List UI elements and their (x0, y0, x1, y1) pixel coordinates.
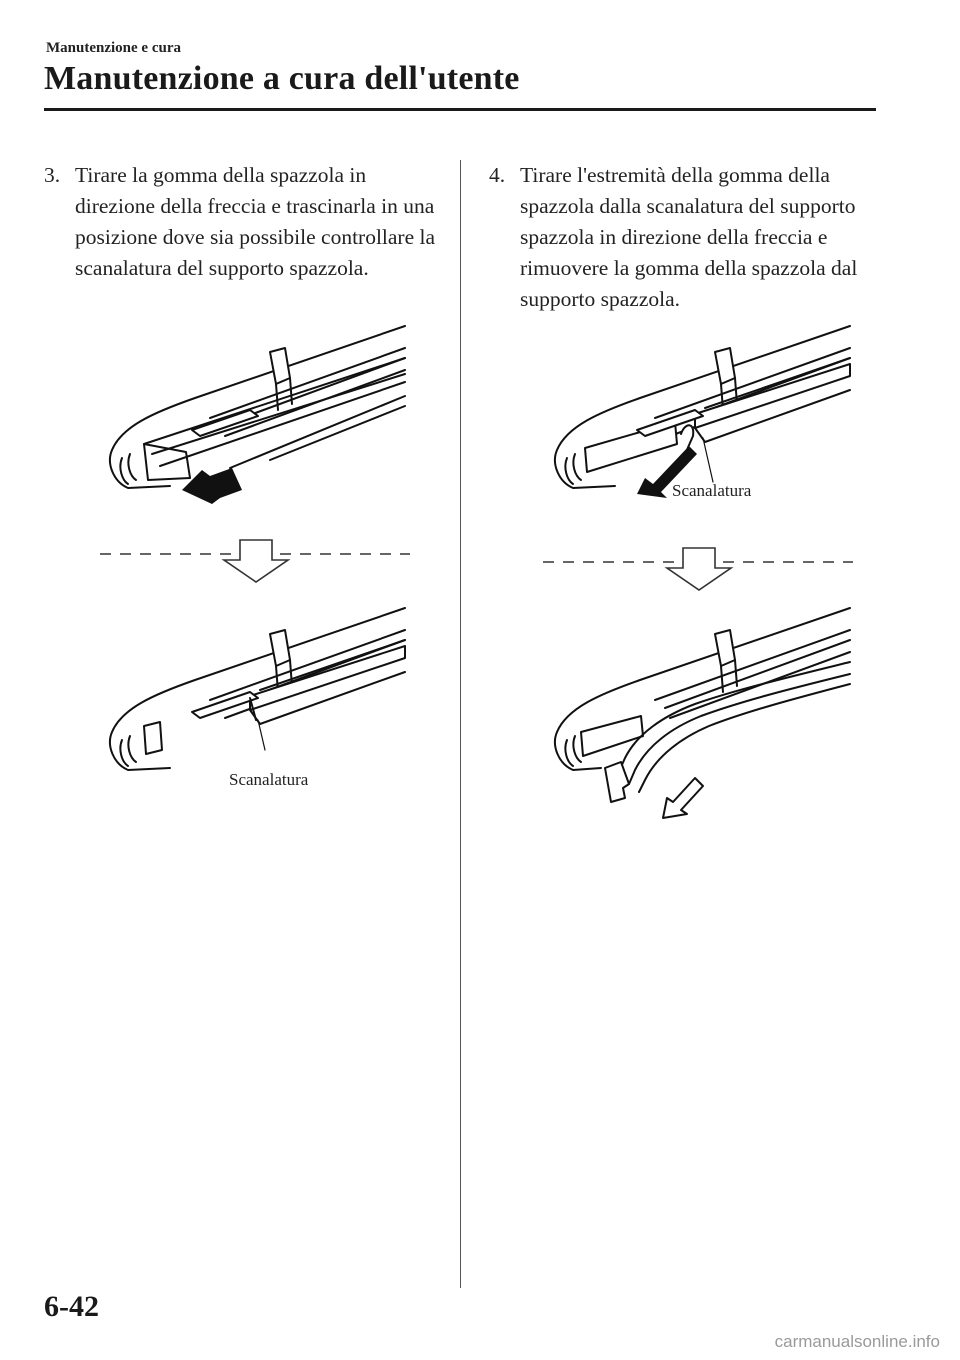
step-text: Tirare la gomma della spazzola in direzione della freccia e trascinarla in una posizione dove sia possibile controllare la scanalatura del supporto spazzola. (75, 163, 436, 280)
column-divider (460, 160, 461, 1288)
transition-arrow (100, 538, 410, 588)
transition-arrow (543, 546, 853, 596)
groove-callout: Scanalatura (229, 770, 309, 789)
wiper-figure-step3-after (100, 600, 420, 790)
step-3 (44, 160, 440, 284)
step-4 (489, 160, 881, 315)
wiper-figure-step4-before (545, 318, 865, 508)
step-number: 3. (44, 163, 61, 187)
step-number: 4. (489, 163, 506, 187)
groove-callout: Scanalatura (672, 481, 752, 500)
wiper-figure-step4-after (545, 600, 865, 822)
page-number: 6-42 (44, 1290, 99, 1323)
step-text: Tirare l'estremità della gomma della spazzola dalla scanalatura del supporto spazzola in direzione della freccia e rimuovere la gomma della spazzola dal supporto spazzola. (520, 163, 858, 311)
watermark: carmanualsonline.info (774, 1332, 940, 1351)
page-title: Manutenzione a cura dell'utente (44, 60, 520, 97)
section-label: Manutenzione e cura (46, 40, 181, 56)
title-rule (44, 108, 876, 111)
wiper-figure-step3-before (100, 318, 420, 508)
